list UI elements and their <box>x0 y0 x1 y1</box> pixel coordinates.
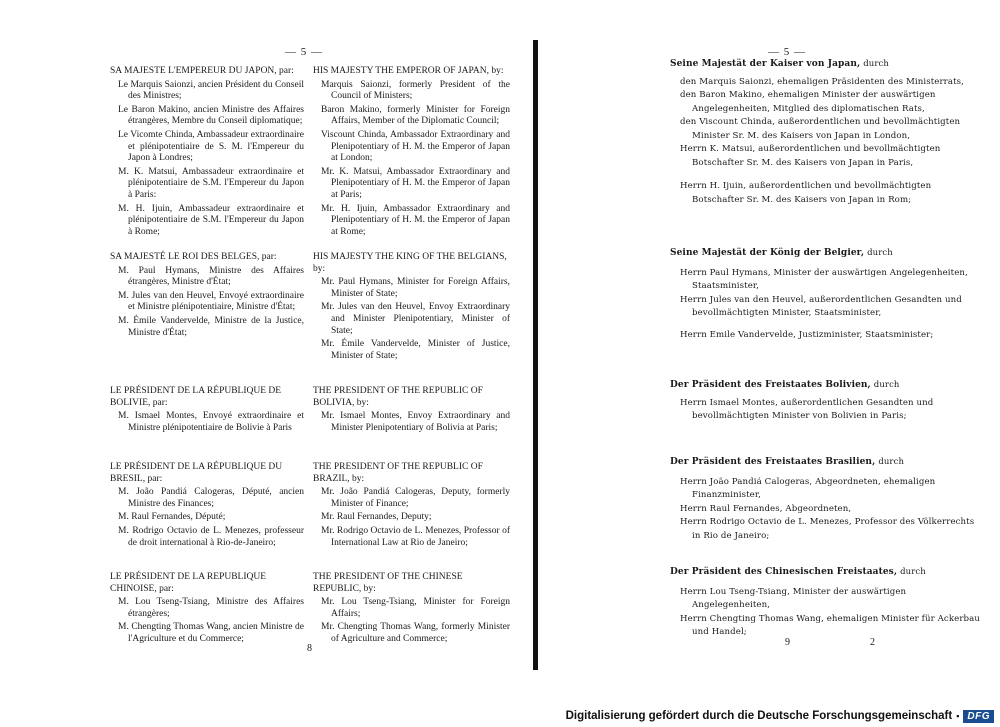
german-delegate-entry: Herrn Lou Tseng-Tsiang, Minister der auswärtigen Angelegenheiten, <box>680 586 907 610</box>
french-delegate-entry: Le Baron Makino, ancien Ministre des Affaires étrangères, Membre du Conseil diplomatique; <box>118 104 304 127</box>
german-section <box>662 247 980 342</box>
english-section <box>313 572 510 646</box>
dfg-footer <box>566 708 994 724</box>
signature-mark-right-2: 2 <box>870 637 875 648</box>
footer-text: Digitalisierung gefördert durch die Deutsche Forschungsgemeinschaft <box>565 710 953 722</box>
heading-tail: durch <box>863 59 889 69</box>
french-delegate-entry: M. Lou Tseng-Tsiang, Ministre des Affaires étrangères; <box>118 597 304 619</box>
german-delegate-entry: Herrn Ismael Montes, außerordentlichen Gesandten und bevollmächtigten Minister von Bolivien in Paris; <box>680 397 934 421</box>
french-delegate-entry: Le Marquis Saionzi, ancien Président du Conseil des Ministres; <box>118 79 304 102</box>
german-delegate-entry: den Baron Makino, ehemaligen Minister der auswärtigen Angelegenheiten, Mitglied des diplomatischen Rats, <box>680 90 936 114</box>
right-page <box>540 0 1000 700</box>
english-delegate-entry: Mr. H. Ijuin, Ambassador Extraordinary and Plenipotentiary of H. M. the Emperor of Japan at Rome; <box>321 203 510 237</box>
german-section-heading <box>662 566 980 580</box>
english-section-heading: THE PRESIDENT OF THE REPUBLIC OF BOLIVIA, by: <box>313 386 483 408</box>
english-delegate-entry: Mr. Raul Fernandes, Deputy; <box>321 512 432 523</box>
english-section-heading: THE PRESIDENT OF THE REPUBLIC OF BRAZIL, by: <box>313 462 483 484</box>
english-delegate-entry: Baron Makino, formerly Minister for Foreign Affairs, Member of the Diplomatic Council; <box>321 104 510 127</box>
signature-mark-left: 8 <box>307 643 312 654</box>
german-delegate-entry: Herrn Paul Hymans, Minister der auswärtigen Angelegenheiten, Staatsminister, <box>680 267 968 291</box>
german-delegate-entry: Herrn João Pandiá Calogeras, Abgeordneten, ehemaligen Finanzminister, <box>680 476 936 500</box>
english-delegate-entry: Mr. Émile Vandervelde, Minister of Justice, Minister of State; <box>321 339 510 361</box>
dfg-logo: DFG <box>963 710 994 723</box>
english-delegate-entry: Mr. Jules van den Heuvel, Envoy Extraordinary and Minister Plenipotentiary, Minister of State; <box>321 302 510 336</box>
right-page-number: — 5 — <box>768 46 806 58</box>
german-delegate-entry: Herrn H. Ijuin, außerordentlichen und bevollmächtigten Botschafter Sr. M. des Kaisers von Japan in Rom; <box>680 181 932 205</box>
german-section <box>662 456 980 543</box>
english-delegate-entry: Marquis Saionzi, formerly President of the Council of Ministers; <box>321 79 510 102</box>
english-section <box>313 252 510 362</box>
french-delegate-entry: M. Paul Hymans, Ministre des Affaires étrangères, Ministre d'État; <box>118 265 304 288</box>
french-delegate-entry: M. Chengting Thomas Wang, ancien Ministre de l'Agriculture et du Commerce; <box>118 622 304 644</box>
german-delegate-entry: Herrn Rodrigo Octavio de L. Menezes, Professor des Völkerrechts in Rio de Janeiro; <box>680 517 975 541</box>
english-section-heading: HIS MAJESTY THE EMPEROR OF JAPAN, by: <box>313 66 504 76</box>
french-section <box>110 252 304 339</box>
heading-text: Der Präsident des Freistaates Brasilien, <box>670 457 876 467</box>
signature-mark-right-1: 9 <box>785 637 790 648</box>
french-section <box>110 386 304 434</box>
german-delegate-entry: Herrn Emile Vandervelde, Justizminister, Staatsminister; <box>680 329 934 340</box>
french-section-heading: LE PRÉSIDENT DE LA RÉPUBLIQUE DU BRESIL, par: <box>110 462 283 484</box>
english-delegate-entry: Mr. K. Matsui, Ambassador Extraordinary and Plenipotentiary of H. M. the Emperor of Japan at Paris; <box>321 166 510 200</box>
french-section <box>110 572 304 646</box>
german-section-heading <box>662 247 980 261</box>
french-section <box>110 66 304 238</box>
english-delegate-entry: Mr. João Pandiá Calogeras, Deputy, formerly Minister of Finance; <box>321 487 510 509</box>
heading-text: Seine Majestät der Kaiser von Japan, <box>670 59 861 69</box>
german-delegate-entry: Herrn Jules van den Heuvel, außerordentlichen Gesandten und bevollmächtigten Minister, Staatsminister, <box>680 294 962 318</box>
english-delegate-entry: Mr. Paul Hymans, Minister for Foreign Affairs, Minister of State; <box>321 277 510 299</box>
french-section-heading: LE PRÉSIDENT DE LA REPUBLIQUE CHINOISE, par: <box>110 572 267 594</box>
french-delegate-entry: Le Vicomte Chinda, Ambassadeur extraordinaire et plénipotentiaire de S. M. l'Empereur du Japon à Londres; <box>118 129 304 164</box>
german-section-heading <box>662 58 980 72</box>
english-section-heading: THE PRESIDENT OF THE CHINESE REPUBLIC, by: <box>313 572 463 594</box>
heading-tail: durch <box>873 380 900 390</box>
heading-text: Der Präsident des Freistaates Bolivien, <box>670 380 871 390</box>
heading-text: Seine Majestät der König der Belgier, <box>670 248 865 258</box>
german-section <box>662 379 980 424</box>
heading-tail: durch <box>867 248 893 258</box>
german-delegate-entry: Herrn Raul Fernandes, Abgeordneten, <box>680 503 852 514</box>
french-section-heading: SA MAJESTE L'EMPEREUR DU JAPON, par: <box>110 66 294 76</box>
english-section <box>313 462 510 549</box>
german-delegate-entry: den Marquis Saionzi, ehemaligen Präsidenten des Ministerrats, <box>680 76 964 87</box>
french-delegate-entry: M. Rodrigo Octavio de L. Menezes, professeur de droit international à Rio-de-Janeiro; <box>118 525 304 548</box>
french-delegate-entry: M. Ismael Montes, Envoyé extraordinaire et Ministre plénipotentiaire de Bolivie à Paris <box>118 411 304 433</box>
english-delegate-entry: Viscount Chinda, Ambassador Extraordinary and Plenipotentiary of H. M. the Emperor of Japan at London; <box>321 129 510 164</box>
german-section-heading <box>662 379 980 393</box>
german-section <box>662 566 980 640</box>
english-delegate-entry: Mr. Chengting Thomas Wang, formerly Minister of Agriculture and Commerce; <box>321 622 510 644</box>
english-section <box>313 66 510 238</box>
heading-text: Der Präsident des Chinesischen Freistaates, <box>670 567 898 577</box>
french-delegate-entry: M. Raul Fernandes, Député; <box>118 512 226 523</box>
english-delegate-entry: Mr. Lou Tseng-Tsiang, Minister for Foreign Affairs; <box>321 597 510 619</box>
german-section-heading <box>662 456 980 470</box>
english-delegate-entry: Mr. Rodrigo Octavio de L. Menezes, Professor of International Law at Rio de Janeiro; <box>321 525 510 548</box>
german-section <box>662 58 980 207</box>
german-delegate-entry: Herrn Chengting Thomas Wang, ehemaligen Minister für Ackerbau und Handel; <box>680 613 981 637</box>
german-delegate-entry: den Viscount Chinda, außerordentlichen und bevollmächtigten Minister Sr. M. des Kaisers von Japan in London, <box>680 117 961 141</box>
french-delegate-entry: M. Jules van den Heuvel, Envoyé extraordinaire et Ministre plénipotentiaire, Ministre d'État; <box>118 290 304 313</box>
page-gutter <box>533 40 538 670</box>
french-delegate-entry: M. João Pandiá Calogeras, Député, ancien Ministre des Finances; <box>118 487 304 509</box>
french-section <box>110 462 304 549</box>
french-delegate-entry: M. H. Ijuin, Ambassadeur extraordinaire et plénipotentiaire de S.M. l'Empereur du Japon à Rome; <box>118 203 304 237</box>
english-section-heading: HIS MAJESTY THE KING OF THE BELGIANS, by: <box>313 252 507 274</box>
heading-tail: durch <box>900 567 926 577</box>
german-delegate-entry: Herrn K. Matsui, außerordentlichen und bevollmächtigten Botschafter Sr. M. des Kaisers von Japan in Paris, <box>680 144 941 168</box>
english-section <box>313 386 510 434</box>
left-page-number: — 5 — <box>285 46 323 58</box>
french-delegate-entry: M. K. Matsui, Ambassadeur extraordinaire et plénipotentiaire de S.M. l'Empereur du Japon à Paris: <box>118 166 304 200</box>
french-section-heading: SA MAJESTÉ LE ROI DES BELGES, par: <box>110 252 277 262</box>
footer-separator: ▪ <box>956 711 960 721</box>
french-delegate-entry: M. Émile Vandervelde, Ministre de la Justice, Ministre d'État; <box>118 315 304 338</box>
french-section-heading: LE PRÉSIDENT DE LA RÉPUBLIQUE DE BOLIVIE, par: <box>110 386 282 408</box>
heading-tail: durch <box>878 457 905 467</box>
english-delegate-entry: Mr. Ismael Montes, Envoy Extraordinary and Minister Plenipotentiary of Bolivia at Paris; <box>321 411 510 433</box>
